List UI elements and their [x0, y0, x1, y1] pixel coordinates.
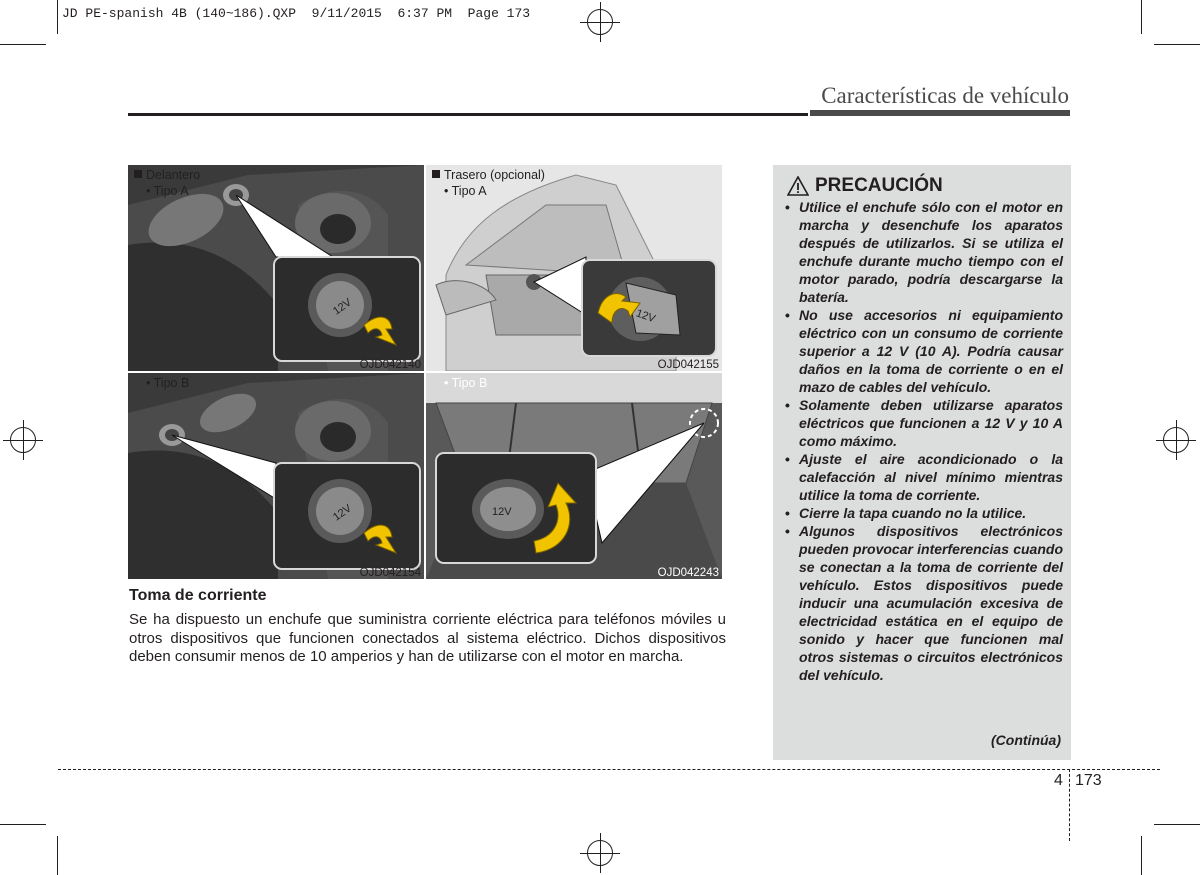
- crop-mark: [1154, 824, 1200, 825]
- crop-mark: [0, 44, 46, 45]
- crop-mark: [57, 836, 58, 875]
- figure-label-prefix: Delantero: [146, 168, 201, 182]
- page-number: 173: [1075, 772, 1102, 789]
- socket-12v-text: 12V: [634, 307, 657, 326]
- figure-front-type-a: [128, 165, 424, 371]
- caution-title: PRECAUCIÓN: [815, 175, 943, 196]
- registration-mark: [587, 9, 613, 35]
- section-title: Características de vehículo: [821, 83, 1069, 108]
- figure-code: OJD042154: [359, 567, 421, 579]
- caution-item: • Algunos dispositivos electrónicos pueden provocar interferencias cuando se conectan a la toma de corriente del vehículo. Estos dispositivos puede inducir una acumulación excesiva de electricidad estática en el equipo de sonido y hacer que funcionen mal otros sistemas o circuitos electrónicos del vehículo.: [783, 522, 1063, 684]
- socket-12v-text: 12V: [330, 502, 354, 524]
- figure-label-type: • Tipo A: [146, 184, 189, 198]
- registration-mark: [10, 427, 36, 453]
- warning-triangle-icon: [787, 176, 809, 196]
- figure-rear-type-b: [426, 373, 722, 579]
- body-paragraph: Se ha dispuesto un enchufe que suministra corriente eléctrica para teléfonos móviles u otros dispositivos que funcionen conectados al sistema eléctrico. Dichos dispositivos deben consumir menos de 10 amperios y han de utilizarse con el motor en marcha.: [129, 611, 726, 665]
- crop-mark: [1141, 0, 1142, 34]
- caution-item: • Utilice el enchufe sólo con el motor en marcha y desenchufe los aparatos después de utilizarlos. Si se utiliza el enchufe durante mucho tiempo con el motor parado, podría descargarse la batería.: [783, 198, 1063, 306]
- figure-code: OJD042155: [657, 359, 719, 371]
- caution-list: [783, 198, 1063, 684]
- figure-code: OJD042243: [657, 567, 719, 579]
- registration-mark: [587, 840, 613, 866]
- square-bullet-icon: [432, 170, 440, 178]
- caution-item: • Solamente deben utilizarse aparatos eléctricos que funcionen a 12 V y 10 A como máximo.: [783, 396, 1063, 450]
- socket-12v-text: 12V: [492, 506, 512, 518]
- figure-label-type: • Tipo B: [444, 376, 488, 390]
- section-heading: Toma de corriente: [129, 587, 267, 604]
- figure-label-prefix: Trasero (opcional): [444, 168, 545, 182]
- caution-box: [773, 165, 1071, 760]
- header-rule-accent: [810, 110, 1070, 116]
- crop-mark: [57, 0, 58, 34]
- figure-label: [432, 375, 487, 391]
- header-rule: [128, 113, 808, 116]
- figure-label: [432, 167, 545, 199]
- cargo-area-illustration: [426, 373, 722, 579]
- figure-label-type: • Tipo A: [444, 184, 487, 198]
- caution-item: • Cierre la tapa cuando no la utilice.: [783, 504, 1063, 522]
- figure-label: [134, 375, 189, 391]
- caution-heading: [787, 175, 943, 197]
- print-slug: JD PE-spanish 4B (140~186).QXP 9/11/2015 6:37 PM Page 173: [62, 6, 531, 21]
- continued-note: (Continúa): [991, 732, 1061, 748]
- front-console-b-illustration: [128, 373, 424, 579]
- socket-12v-text: 12V: [330, 296, 354, 318]
- registration-mark: [1163, 427, 1189, 453]
- footer-divider: [1069, 769, 1070, 841]
- figure-label-type: • Tipo B: [146, 376, 190, 390]
- crop-mark: [0, 824, 46, 825]
- caution-item: • Ajuste el aire acondicionado o la calefacción al nivel mínimo mientras utilice la toma de corriente.: [783, 450, 1063, 504]
- figure-code: OJD042140: [359, 359, 421, 371]
- crop-mark: [1141, 836, 1142, 875]
- figure-front-type-b: [128, 373, 424, 579]
- figure-rear-type-a: [426, 165, 722, 371]
- chapter-number: 4: [1054, 772, 1063, 789]
- caution-item: • No use accesorios ni equipamiento eléctrico con un consumo de corriente superior a 12 V (10 A). Podría causar daños en la toma de corriente o en el mazo de cables del vehículo.: [783, 306, 1063, 396]
- figure-label: [134, 167, 200, 199]
- crop-mark: [1154, 44, 1200, 45]
- footer-rule: [58, 769, 1160, 770]
- square-bullet-icon: [134, 170, 142, 178]
